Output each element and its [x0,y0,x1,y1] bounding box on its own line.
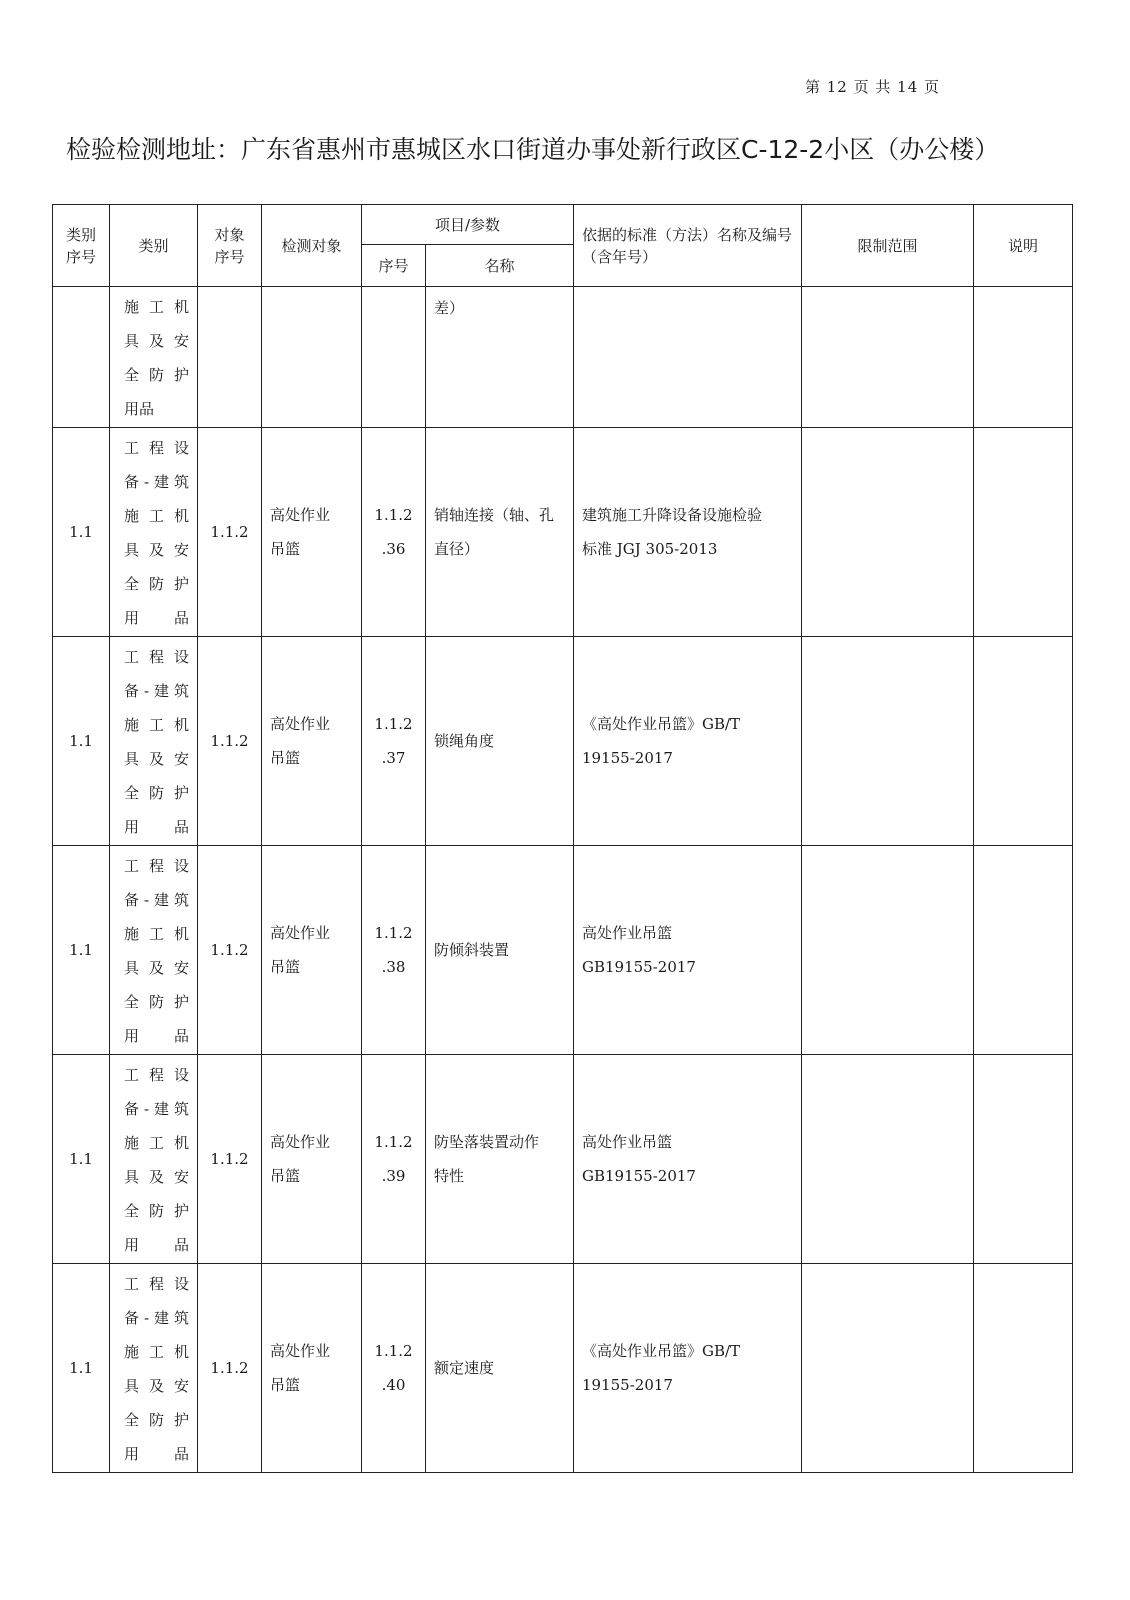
cell-limit [802,1264,974,1473]
category-line: 用品 [124,609,189,627]
standard-line: GB19155-2017 [582,958,696,976]
item-no-line: 1.1.2 [374,506,413,524]
standard-line: 19155-2017 [582,1376,673,1394]
category-line: 备-建筑 [124,891,189,909]
object-line: 吊篮 [270,1376,301,1394]
item-no-line: 1.1.2 [374,715,413,733]
standard-line: 标准 JGJ 305-2013 [582,540,718,558]
cell-item-no [362,637,426,846]
cell-object [262,428,362,637]
object-line: 高处作业 [270,924,331,942]
category-line: 施工机 [124,507,189,525]
cell-standard [574,637,802,846]
item-name-line: 直径） [434,540,480,558]
header-obj-no: 对象序号 [198,205,262,287]
header-limit: 限制范围 [802,205,974,287]
cell-note [974,1264,1073,1473]
table-row [53,428,1073,637]
cell-item-name [426,846,574,1055]
cell-item-no [362,1264,426,1473]
category-line: 全防护 [124,366,189,384]
category-line: 施工机 [124,1343,189,1361]
cell-note [974,287,1073,428]
inspection-address: 检验检测地址：广东省惠州市惠城区水口街道办事处新行政区C-12-2小区（办公楼） [66,135,1000,164]
category-line: 工程设 [124,1066,189,1084]
cell-obj-no: 1.1.2 [198,846,262,1055]
cell-category [110,287,198,428]
cell-note [974,428,1073,637]
item-no-line: .36 [381,540,406,558]
category-line: 全防护 [124,784,189,802]
item-name-text: 差） [434,299,465,317]
standard-line: GB19155-2017 [582,1167,696,1185]
table-row-continuation [53,287,1073,428]
category-line: 具及安 [124,1377,189,1395]
category-line: 用品 [124,818,189,836]
category-line: 工程设 [124,439,189,457]
standard-line: 《高处作业吊篮》GB/T [582,715,741,733]
cell-category [110,1055,198,1264]
category-line: 用品 [124,1445,189,1463]
item-no-line: .40 [381,1376,406,1394]
header-object: 检测对象 [262,205,362,287]
cell-note [974,1055,1073,1264]
cell-item-name [426,1055,574,1264]
cell-limit [802,846,974,1055]
cell-limit [802,287,974,428]
cell-item-no [362,428,426,637]
cell-category [110,1264,198,1473]
cell-limit [802,1055,974,1264]
standard-line: 高处作业吊篮 [582,1133,673,1151]
item-no-line: 1.1.2 [374,924,413,942]
cell-object [262,846,362,1055]
item-name-line: 特性 [434,1167,465,1185]
category-line: 全防护 [124,1411,189,1429]
category-line: 备-建筑 [124,1309,189,1327]
cell-obj-no: 1.1.2 [198,1055,262,1264]
category-line: 工程设 [124,1275,189,1293]
category-line: 全防护 [124,1202,189,1220]
standard-line: 19155-2017 [582,749,673,767]
standard-line: 《高处作业吊篮》GB/T [582,1342,741,1360]
cell-item-name [426,637,574,846]
category-line: 工程设 [124,857,189,875]
cell-item-no [362,846,426,1055]
cell-object [262,1264,362,1473]
category-line: 全防护 [124,575,189,593]
header-item-no: 序号 [362,245,426,287]
cell-cat-no: 1.1 [53,428,110,637]
category-line: 备-建筑 [124,682,189,700]
category-line: 施工机 [124,925,189,943]
cell-object [262,1055,362,1264]
cell-cat-no [53,287,110,428]
item-no-line: 1.1.2 [374,1342,413,1360]
object-line: 吊篮 [270,958,301,976]
cell-obj-no: 1.1.2 [198,428,262,637]
cell-standard [574,846,802,1055]
cell-category [110,846,198,1055]
item-name-line: 锁绳角度 [434,732,495,750]
object-line: 高处作业 [270,715,331,733]
cell-note [974,637,1073,846]
object-line: 吊篮 [270,540,301,558]
cell-obj-no: 1.1.2 [198,637,262,846]
table-row [53,846,1073,1055]
table-row [53,1264,1073,1473]
category-line: 具及安 [124,1168,189,1186]
cell-standard [574,1055,802,1264]
category-line: 备-建筑 [124,1100,189,1118]
cell-object [262,287,362,428]
header-item-group: 项目/参数 [362,205,574,245]
table-row [53,637,1073,846]
object-line: 高处作业 [270,1133,331,1151]
header-cat-no: 类别序号 [53,205,110,287]
object-line: 吊篮 [270,749,301,767]
category-line: 用品 [124,1236,189,1254]
standard-line: 建筑施工升降设备设施检验 [582,506,763,524]
header-category: 类别 [110,205,198,287]
category-line: 备-建筑 [124,473,189,491]
category-line: 施工机 [124,298,189,316]
category-line: 施工机 [124,716,189,734]
category-line: 具及安 [124,541,189,559]
category-line: 具及安 [124,959,189,977]
cell-note [974,846,1073,1055]
header-item-name: 名称 [426,245,574,287]
category-line: 工程设 [124,648,189,666]
cell-limit [802,428,974,637]
cell-item-name [426,428,574,637]
cell-limit [802,637,974,846]
cell-cat-no: 1.1 [53,1055,110,1264]
category-line: 用品 [124,1027,189,1045]
item-no-line: 1.1.2 [374,1133,413,1151]
item-no-line: .38 [381,958,406,976]
cell-cat-no: 1.1 [53,1264,110,1473]
category-line: 全防护 [124,993,189,1011]
cell-standard [574,428,802,637]
item-name-line: 防倾斜装置 [434,941,510,959]
cell-item-name [426,1264,574,1473]
page-number: 第 12 页 共 14 页 [805,78,941,96]
cell-category [110,637,198,846]
standard-line: 高处作业吊篮 [582,924,673,942]
cell-object [262,637,362,846]
cell-obj-no [198,287,262,428]
item-no-line: .39 [381,1167,406,1185]
cell-standard [574,287,802,428]
table-row [53,1055,1073,1264]
cell-item-no [362,287,426,428]
item-name-line: 防坠落装置动作 [434,1133,540,1151]
item-no-line: .37 [381,749,406,767]
cell-category [110,428,198,637]
header-standard: 依据的标准（方法）名称及编号（含年号） [574,205,802,287]
category-line: 具及安 [124,332,189,350]
object-line: 高处作业 [270,506,331,524]
cell-cat-no: 1.1 [53,637,110,846]
header-note: 说明 [974,205,1073,287]
item-name-line: 销轴连接（轴、孔 [434,506,555,524]
object-line: 吊篮 [270,1167,301,1185]
cell-standard [574,1264,802,1473]
object-line: 高处作业 [270,1342,331,1360]
category-line: 施工机 [124,1134,189,1152]
category-line: 具及安 [124,750,189,768]
category-line: 用品 [124,400,155,418]
cell-cat-no: 1.1 [53,846,110,1055]
cell-item-no [362,1055,426,1264]
item-name-line: 额定速度 [434,1359,495,1377]
cell-obj-no: 1.1.2 [198,1264,262,1473]
cell-item-name [426,287,574,428]
accreditation-scope-table [52,204,1073,1473]
